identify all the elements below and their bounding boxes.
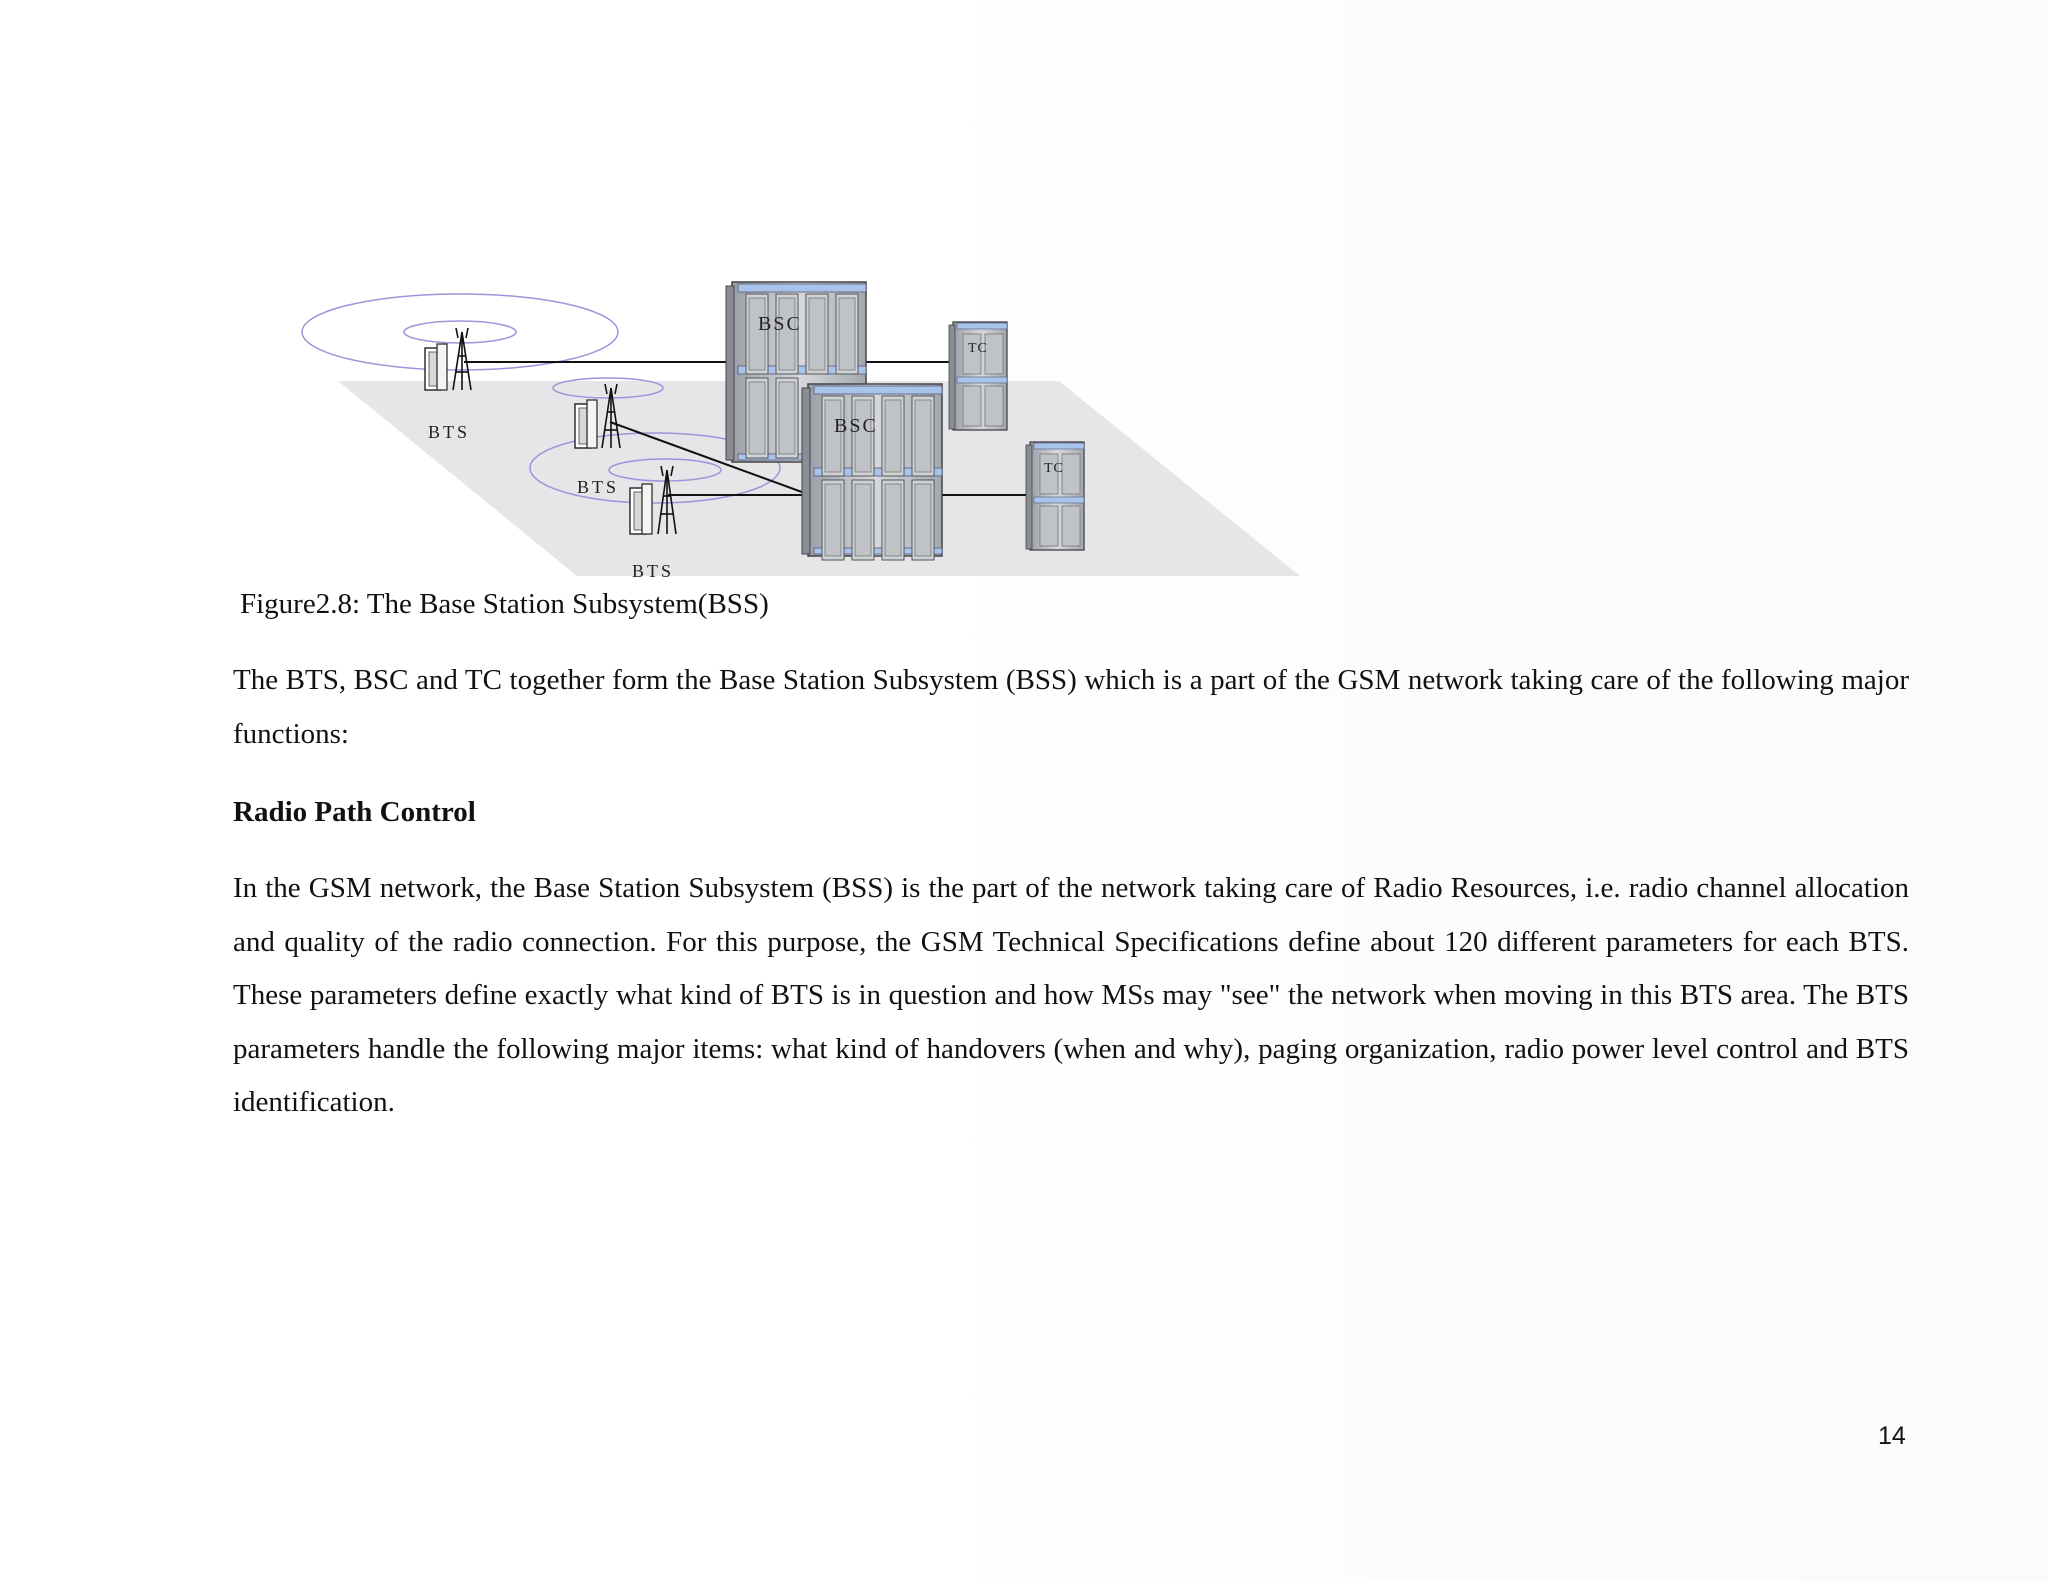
section-paragraph: In the GSM network, the Base Station Subsystem (BSS) is the part of the network taking care of Radio Resources, i.e. radio channel allocation and quality of the radio connection. For this purpose, the GSM Technical Specifications define about 120 different parameters for each BTS. These parameters define exactly what kind of BTS is in question and how MSs may "see" the network when moving in this BTS area. The BTS parameters handle the following major items: what kind of handovers (when and why), paging organization, radio power level control and BTS identification. bbox=[233, 872, 1909, 1118]
intro-paragraph: The BTS, BSC and TC together form the Base Station Subsystem (BSS) which is a part of the GSM network taking care of the following major functions: bbox=[233, 664, 1909, 750]
tc-label-1: TC bbox=[968, 341, 988, 356]
tc-cabinet-1 bbox=[949, 322, 1007, 430]
bts-site-1 bbox=[425, 328, 471, 390]
figure-caption: Figure2.8: The Base Station Subsystem(BSS) bbox=[240, 588, 769, 620]
tc-cabinet-2 bbox=[1026, 442, 1084, 550]
bsc-label-2: BSC bbox=[834, 415, 878, 437]
bsc-cabinet-2 bbox=[802, 384, 942, 560]
section-heading: Radio Path Control bbox=[233, 796, 476, 828]
bts-label-3: BTS bbox=[632, 561, 675, 581]
bsc-label-1: BSC bbox=[758, 313, 802, 335]
bts-label-2: BTS bbox=[577, 477, 620, 497]
antenna-tower-icon bbox=[453, 328, 471, 390]
page-number: 14 bbox=[1878, 1422, 1906, 1450]
tc-label-2: TC bbox=[1044, 461, 1064, 476]
bss-network-diagram bbox=[290, 270, 1330, 590]
bts-label-1: BTS bbox=[428, 422, 471, 442]
